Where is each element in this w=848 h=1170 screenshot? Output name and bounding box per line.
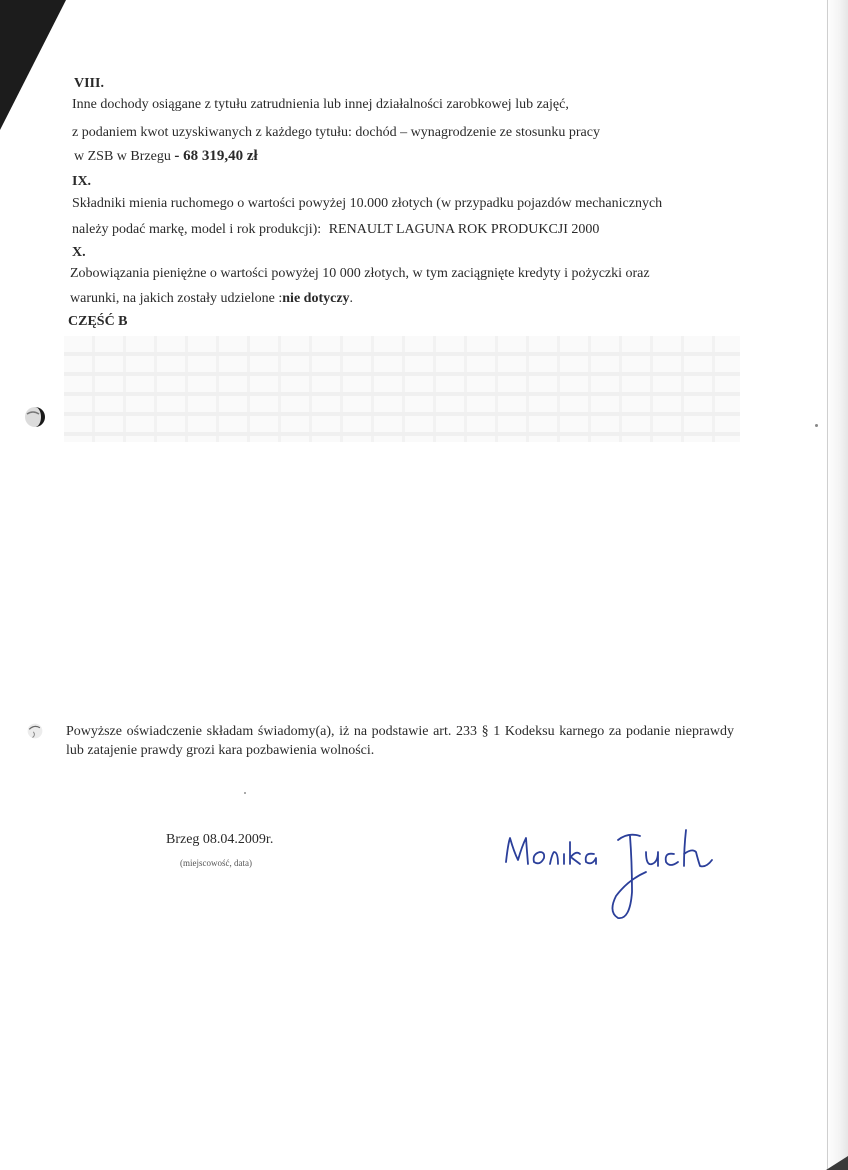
scan-edge-shadow [826, 0, 848, 1170]
vehicle-value: RENAULT LAGUNA ROK PRODUKCJI 2000 [328, 222, 600, 237]
scan-edge-line [827, 0, 828, 1170]
scan-speck [815, 424, 818, 427]
section-x-line-1: Zobowiązania pieniężne o wartości powyżej 10 000 złotych, w tym zaciągnięte kredyty i pożyczki oraz [70, 266, 650, 281]
section-x-line-2 [70, 291, 353, 307]
place-date: Brzeg 08.04.2009r. [166, 832, 274, 847]
part-b-heading: CZĘŚĆ B [68, 314, 128, 329]
vehicle-label: należy podać markę, model i rok produkcji): [72, 222, 322, 237]
scan-corner-shadow [0, 0, 66, 130]
place-date-caption: (miejscowość, data) [180, 858, 252, 868]
section-ix-line-2 [72, 222, 599, 238]
section-viii-heading: VIII. [74, 76, 104, 91]
liabilities-label: warunki, na jakich zostały udzielone : [70, 291, 283, 306]
section-viii-line-1: Inne dochody osiągane z tytułu zatrudnienia lub innej działalności zarobkowej lub zajęć, [72, 97, 569, 112]
declaration-statement: Powyższe oświadczenie składam świadomy(a), iż na podstawie art. 233 § 1 Kodeksu karnego za podanie nieprawdy lub zatajenie prawdy grozi kara pozbawienia wolności. [66, 724, 734, 758]
punch-hole-icon [26, 722, 44, 740]
income-amount: - 68 319,40 zł [174, 148, 258, 164]
handwritten-signature [500, 822, 730, 930]
section-viii-line-2: z podaniem kwot uzyskiwanych z każdego tytułu: dochód – wynagrodzenie ze stosunku pracy [72, 125, 600, 140]
scan-speck [244, 792, 246, 794]
redacted-area [64, 336, 740, 442]
scan-bottom-corner [826, 1156, 848, 1170]
liabilities-value: nie dotyczy [282, 291, 350, 306]
section-viii-line-3 [74, 148, 258, 165]
section-x-heading: X. [72, 245, 86, 260]
employer-text: w ZSB w Brzegu [74, 149, 171, 164]
liabilities-suffix: . [349, 291, 354, 306]
section-ix-heading: IX. [72, 174, 92, 189]
redacted-rows [64, 336, 740, 442]
punch-hole-icon [24, 406, 46, 428]
section-ix-line-1: Składniki mienia ruchomego o wartości powyżej 10.000 złotych (w przypadku pojazdów mechanicznych [72, 196, 663, 211]
